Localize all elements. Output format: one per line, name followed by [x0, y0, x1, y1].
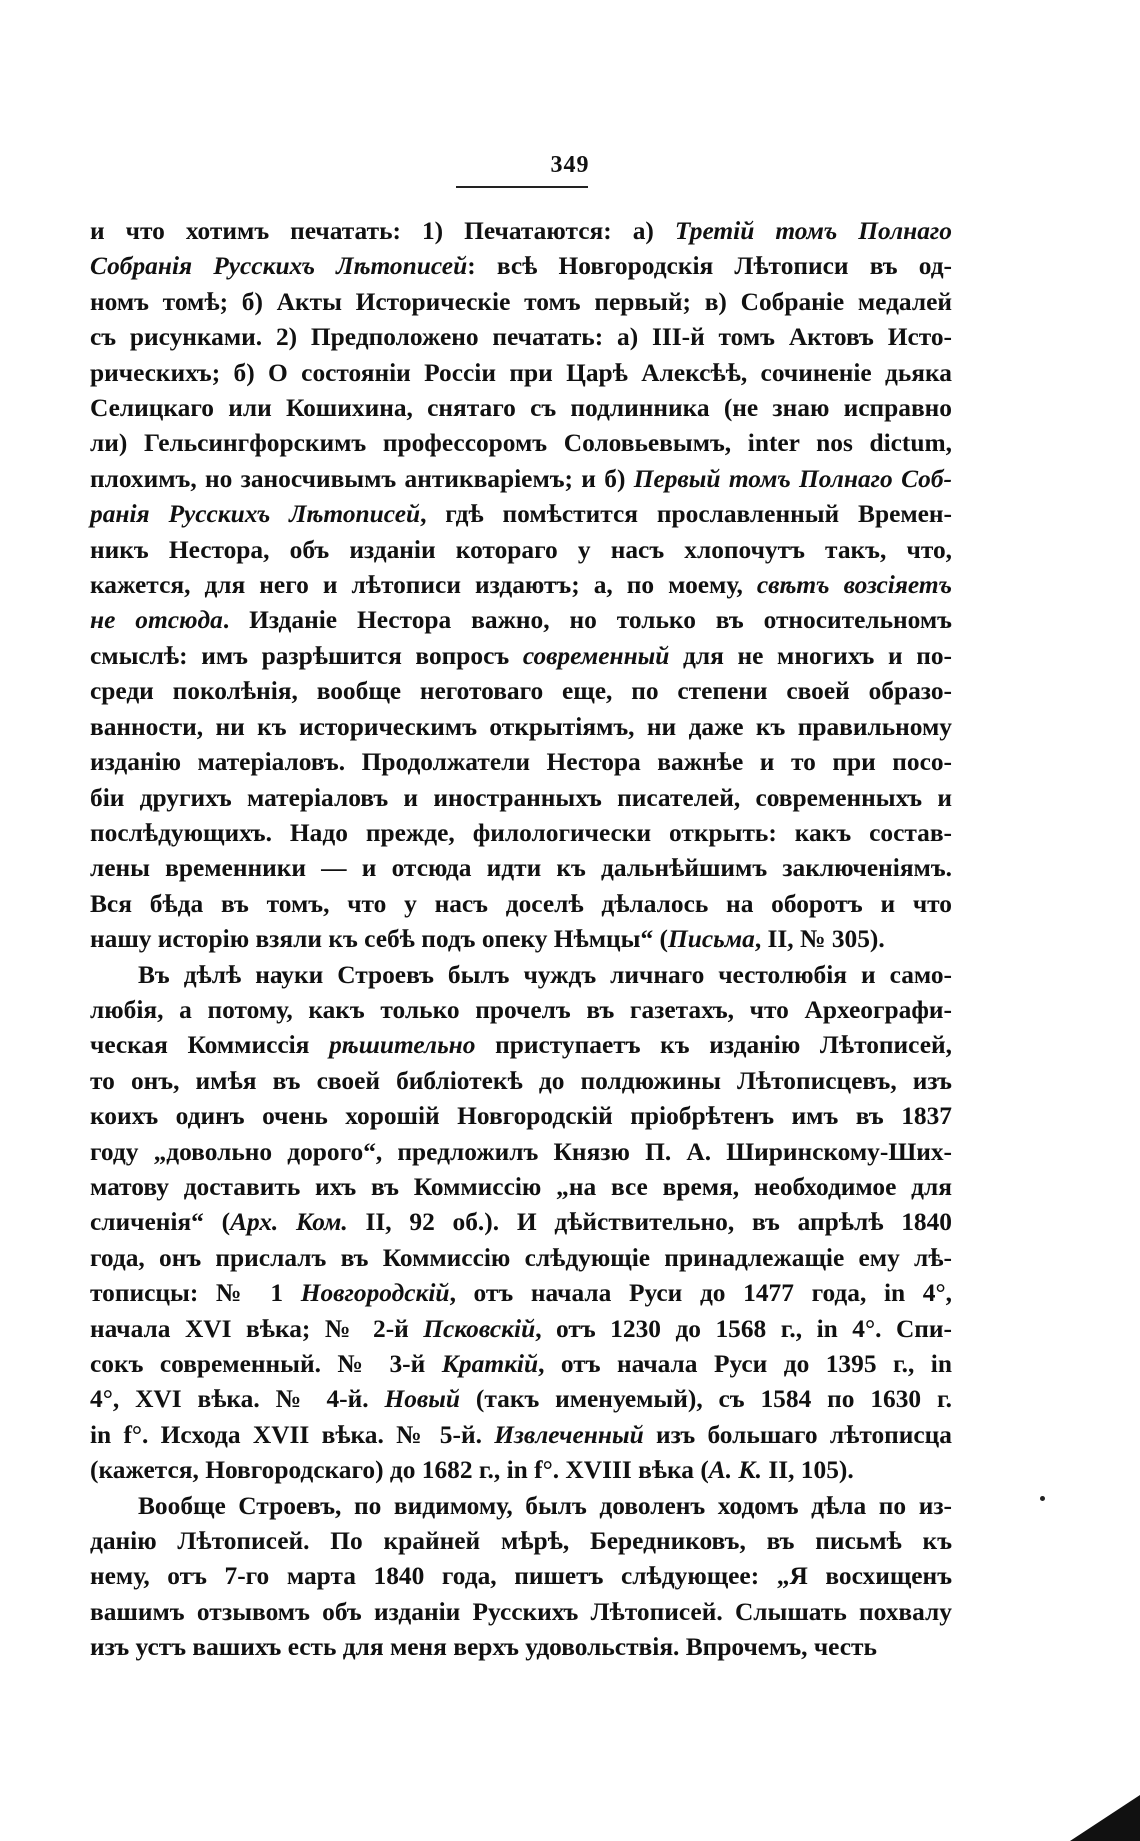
- text-segment: II, 92 об.). И дѣйствительно, въ апрѣлѣ 1840: [347, 1208, 952, 1237]
- italic-segment: Письма: [667, 925, 755, 954]
- text-segment: Селицкаго или Кошихина, снятаго съ подлинника (не знаю исправно: [90, 394, 952, 423]
- text-segment: (кажется, Новгородскаго) до 1682 г., in f°. XVIII вѣка (: [90, 1456, 709, 1485]
- text-segment: , отъ начала Руси до 1477 года, in 4°,: [449, 1279, 952, 1308]
- text-segment: номъ томѣ; б) Акты Историческіе томъ первый; в) Собраніе медалей: [90, 287, 952, 316]
- text-line: [90, 922, 952, 957]
- italic-segment: Новый: [384, 1385, 461, 1414]
- text-segment: Вся бѣда въ томъ, что у насъ доселѣ дѣлалось на оборотъ и что: [90, 889, 952, 918]
- italic-segment: А. К.: [708, 1456, 762, 1485]
- text-line: [90, 1559, 952, 1594]
- text-segment: съ рисунками. 2) Предположено печатать: а) III-й томъ Актовъ Исто-: [90, 323, 952, 352]
- text-line: [90, 1099, 952, 1134]
- text-line: [90, 1170, 952, 1205]
- italic-segment: Извлеченный: [494, 1420, 644, 1449]
- text-segment: среди поколѣнія, вообще неготоваго еще, по степени своей образо-: [90, 677, 952, 706]
- text-line: [90, 958, 952, 993]
- text-segment: кажется, для него и лѣтописи издаютъ; а, по моему,: [90, 571, 757, 600]
- text-line: [90, 568, 952, 603]
- text-segment: . Изданіе Нестора важно, но только въ относительномъ: [222, 606, 952, 635]
- text-line: [90, 1276, 952, 1311]
- text-line: [90, 1312, 952, 1347]
- italic-segment: свѣтъ возсіяетъ: [756, 571, 952, 600]
- italic-segment: Новгородскій: [300, 1279, 450, 1308]
- text-line: [90, 249, 952, 284]
- page-number: 349: [550, 152, 590, 178]
- text-segment: рическихъ; б) О состояніи Россіи при Царѣ Алексѣѣ, сочиненіе дьяка: [90, 358, 952, 387]
- text-line: [90, 462, 952, 497]
- text-line: [90, 1453, 952, 1488]
- text-segment: матову доставить ихъ въ Коммиссію „на все время, необходимое для: [90, 1172, 952, 1201]
- text-line: [90, 1382, 952, 1417]
- text-segment: смыслѣ: имъ разрѣшится вопросъ: [90, 641, 523, 670]
- text-line: [90, 851, 952, 886]
- paragraph-3: [90, 1489, 952, 1666]
- text-line: [90, 1524, 952, 1559]
- text-line: [90, 1028, 952, 1063]
- italic-segment: Арх. Ком.: [230, 1208, 348, 1237]
- text-segment: года, онъ прислалъ въ Коммиссію слѣдующіе принадлежащіе ему лѣ-: [90, 1243, 952, 1272]
- text-segment: нему, отъ 7-го марта 1840 года, пишетъ слѣдующее: „Я восхищенъ: [90, 1562, 952, 1591]
- text-line: [90, 1418, 952, 1453]
- text-segment: (такъ именуемый), съ 1584 по 1630 г.: [460, 1385, 952, 1414]
- text-segment: послѣдующихъ. Надо прежде, филологически открыть: какъ состав-: [90, 818, 952, 847]
- text-segment: біи другихъ матеріаловъ и иностранныхъ писателей, современныхъ и: [90, 783, 952, 812]
- text-line: [90, 285, 952, 320]
- text-line: [90, 603, 952, 638]
- text-segment: лены временники — и отсюда идти къ дальнѣйшимъ заключеніямъ.: [90, 854, 952, 883]
- text-segment: ванности, ни къ историческимъ открытіямъ, ни даже къ правильному: [90, 712, 952, 741]
- text-segment: II, 105).: [762, 1456, 854, 1485]
- document-body: [90, 214, 952, 1666]
- text-segment: коихъ одинъ очень хорошій Новгородскій пріобрѣтенъ имъ въ 1837: [90, 1102, 952, 1131]
- text-segment: изъ устъ вашихъ есть для меня верхъ удовольствія. Впрочемъ, честь: [90, 1633, 877, 1662]
- text-segment: , II, № 305).: [754, 925, 885, 954]
- text-segment: приступаетъ къ изданію Лѣтописей,: [475, 1031, 953, 1060]
- text-segment: изданію матеріаловъ. Продолжатели Нестора важнѣе и то при посо-: [90, 748, 952, 777]
- text-line: [90, 816, 952, 851]
- text-segment: для не многихъ и по-: [669, 641, 952, 670]
- text-segment: сокъ современный. № 3-й: [90, 1350, 442, 1378]
- text-line: [90, 391, 952, 426]
- text-segment: , отъ 1230 до 1568 г., in 4°. Спи-: [535, 1314, 952, 1343]
- text-segment: : всѣ Новгородскія Лѣтописи въ од-: [467, 252, 953, 281]
- text-segment: ческая Коммиссія: [90, 1031, 330, 1060]
- text-line: [90, 1241, 952, 1276]
- text-segment: in f°. Исхода XVII вѣка. № 5-й.: [90, 1420, 495, 1449]
- paragraph-1: [90, 214, 952, 958]
- text-segment: начала XVI вѣка; № 2-й: [90, 1314, 424, 1343]
- text-line: [90, 214, 952, 249]
- text-segment: вашимъ отзывомъ объ изданіи Русскихъ Лѣтописей. Слышать похвалу: [90, 1597, 952, 1626]
- text-segment: данію Лѣтописей. По крайней мѣрѣ, Бередниковъ, въ письмѣ къ: [90, 1527, 952, 1556]
- text-line: [90, 1595, 952, 1630]
- text-segment: нашу исторію взяли къ себѣ подъ опеку Нѣмцы“ (: [90, 925, 668, 954]
- italic-segment: Собранія Русскихъ Лѣтописей: [90, 252, 468, 281]
- text-line: [90, 674, 952, 709]
- text-line: [90, 1135, 952, 1170]
- text-line: [90, 497, 952, 532]
- italic-segment: современный: [522, 641, 670, 670]
- margin-dot-mark: [1040, 1496, 1045, 1501]
- text-segment: тописцы: № 1: [90, 1279, 301, 1308]
- italic-segment: ранія Русскихъ Лѣтописей: [90, 500, 421, 529]
- text-line: [90, 533, 952, 568]
- text-line: [90, 320, 952, 355]
- text-line: [90, 745, 952, 780]
- page-corner-mark: [1070, 1795, 1140, 1841]
- text-line: [90, 426, 952, 461]
- text-segment: ли) Гельсингфорскимъ профессоромъ Соловьевымъ, inter nos dictum,: [90, 429, 952, 458]
- text-segment: сличенія“ (: [90, 1208, 231, 1237]
- text-line: [90, 1347, 952, 1382]
- italic-segment: Третій томъ Полнаго: [674, 217, 952, 245]
- italic-segment: не отсюда: [90, 606, 223, 635]
- italic-segment: Краткій: [441, 1350, 539, 1378]
- italic-segment: рѣшительно: [329, 1031, 476, 1060]
- text-line: [90, 887, 952, 922]
- text-segment: любія, а потому, какъ только прочелъ въ газетахъ, что Археографи-: [90, 995, 952, 1024]
- text-segment: и что хотимъ печатать: 1) Печатаются: а): [90, 217, 675, 245]
- text-segment: то онъ, имѣя въ своей библіотекѣ до полдюжины Лѣтописцевъ, изъ: [90, 1066, 952, 1095]
- paragraph-2: [90, 958, 952, 1489]
- text-line: [90, 1630, 952, 1665]
- text-segment: Вообще Строевъ, по видимому, былъ доволенъ ходомъ дѣла по из-: [138, 1491, 952, 1520]
- text-segment: , отъ начала Руси до 1395 г., in: [538, 1350, 952, 1378]
- text-segment: году „довольно дорого“, предложилъ Князю П. А. Ширинскому-Ших-: [90, 1137, 952, 1166]
- text-segment: изъ большаго лѣтописца: [643, 1420, 953, 1449]
- text-line: [90, 710, 952, 745]
- text-line: [90, 993, 952, 1028]
- italic-segment: Псковскій: [423, 1314, 536, 1343]
- text-line: [90, 781, 952, 816]
- text-line: [90, 356, 952, 391]
- text-segment: Въ дѣлѣ науки Строевъ былъ чуждъ личнаго честолюбія и само-: [138, 960, 952, 989]
- text-segment: никъ Нестора, объ изданіи котораго у насъ хлопочутъ такъ, что,: [90, 535, 952, 564]
- text-segment: 4°, XVI вѣка. № 4-й.: [90, 1385, 385, 1414]
- italic-segment: Первый томъ Полнаго Соб-: [633, 464, 952, 493]
- text-line: [90, 1064, 952, 1099]
- text-segment: , гдѣ помѣстится прославленный Времен-: [420, 500, 952, 529]
- text-line: [90, 639, 952, 674]
- text-segment: плохимъ, но заносчивымъ антикваріемъ; и б): [90, 464, 634, 493]
- page-number-rule: [456, 186, 588, 188]
- text-line: [90, 1489, 952, 1524]
- text-line: [90, 1205, 952, 1240]
